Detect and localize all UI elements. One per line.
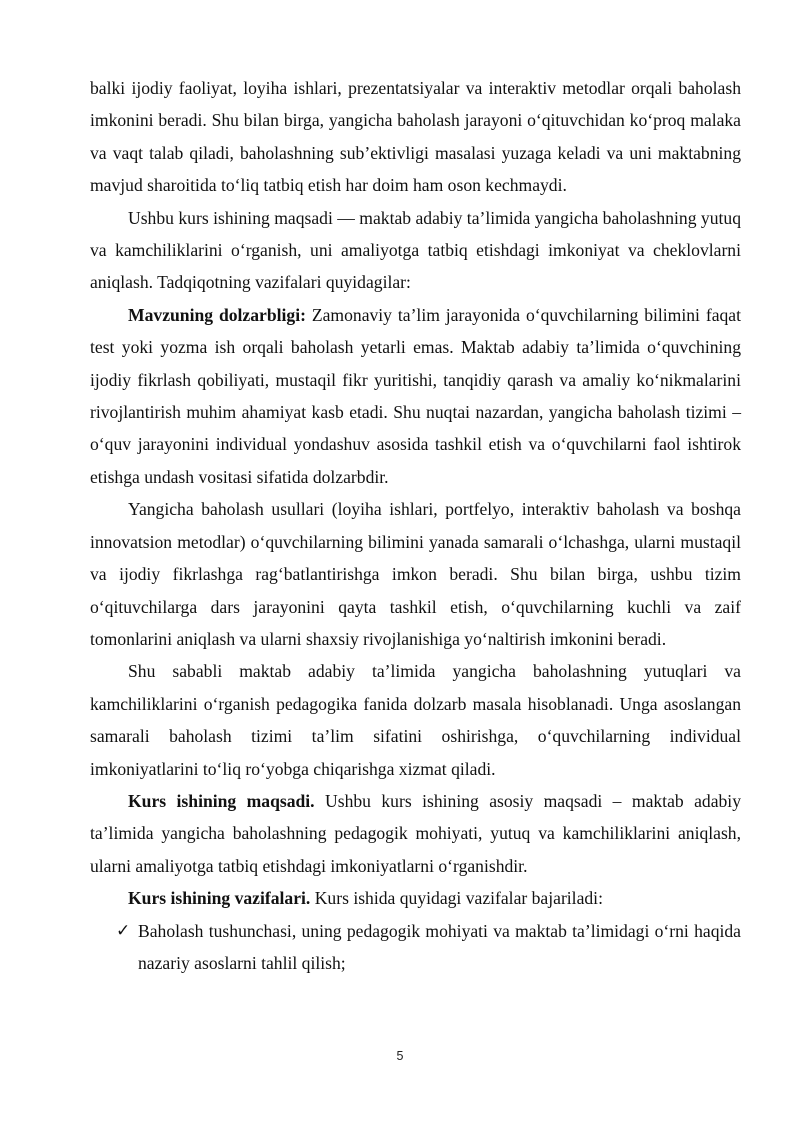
list-item-text: Baholash tushunchasi, uning pedagogik mohiyati va maktab ta’limidagi o‘rni haqida nazariy asoslarni tahlil qilish;: [138, 920, 741, 973]
goal-heading: Kurs ishining maqsadi.: [128, 790, 315, 811]
paragraph-new-methods: Yangicha baholash usullari (loyiha ishlari, portfelyo, interaktiv baholash va boshqa innovatsion metodlar) o‘quvchilarning bilimini yanada samarali o‘lchashga, ularni mustaqil va ijodiy fikrlashga rag‘batlantirishga imkon beradi. Shu bilan birga, ushbu tizim o‘qituvchilarga dars jarayonini qayta tashkil etish, o‘quvchilarning kuchli va zaif tomonlarini aniqlash va ularni shaxsiy rivojlanishiga yo‘naltirish imkonini beradi.: [90, 499, 741, 649]
paragraph-goal: [90, 785, 741, 882]
paragraph-continuation: balki ijodiy faoliyat, loyiha ishlari, prezentatsiyalar va interaktiv metodlar orqali baholash imkonini beradi. Shu bilan birga, yangicha baholash jarayoni o‘qituvchidan ko‘proq malaka va vaqt talab qiladi, baholashning sub’ektivligi masalasi yuzaga keladi va uni maktabning mavjud sharoitida to‘liq tatbiq etish har doim ham oson kechmaydi.: [90, 78, 741, 196]
paragraph-conclusion: Shu sababli maktab adabiy ta’limida yangicha baholashning yutuqlari va kamchiliklarini o‘rganish pedagogika fanida dolzarb masala hisoblanadi. Unga asoslangan samarali baholash tizimi ta’lim sifatini oshirishga, o‘quvchilarning individual imkoniyatlarini to‘liq ro‘yobga chiqarishga xizmat qiladi.: [90, 661, 741, 779]
paragraph-tasks: [90, 882, 741, 914]
paragraph-relevance: [90, 299, 741, 493]
page-number: 5: [396, 1049, 404, 1063]
tasks-heading: Kurs ishining vazifalari.: [128, 888, 311, 909]
paragraph-purpose-intro: Ushbu kurs ishining maqsadi — maktab adabiy ta’limida yangicha baholashning yutuq va kamchiliklarini o‘rganish, uni amaliyotga tatbiq etishdagi imkoniyat va cheklovlarni aniqlash. Tadqiqotning vazifalari quyidagilar:: [90, 207, 741, 293]
goal-text: Ushbu kurs ishining asosiy maqsadi – maktab adabiy ta’limida yangicha baholashning pedagogik mohiyati, yutuq va kamchiliklarini aniqlash, ularni amaliyotga tatbiq etishdagi imkoniyatlarni o‘rganishdir.: [90, 790, 741, 876]
check-mark-icon: ✓: [116, 920, 131, 941]
relevance-heading: Mavzuning dolzarbligi:: [128, 304, 306, 325]
list-item: [90, 915, 741, 980]
page-body: [90, 72, 741, 979]
tasks-text: Kurs ishida quyidagi vazifalar bajariladi:: [310, 888, 603, 909]
relevance-text: Zamonaviy ta’lim jarayonida o‘quvchilarning bilimini faqat test yoki yozma ish orqali baholash yetarli emas. Maktab adabiy ta’limida o‘quvchining ijodiy fikrlash qobiliyati, mustaqil fikr yuritishi, tanqidiy qarash va amaliy ko‘nikmalarini rivojlantirish muhim ahamiyat kasb etadi. Shu nuqtai nazardan, yangicha baholash tizimi – o‘quv jarayonini individual yondashuv asosida tashkil etish va o‘quvchilarni faol ishtirok etishga undash vositasi sifatida dolzarbdir.: [90, 304, 742, 487]
